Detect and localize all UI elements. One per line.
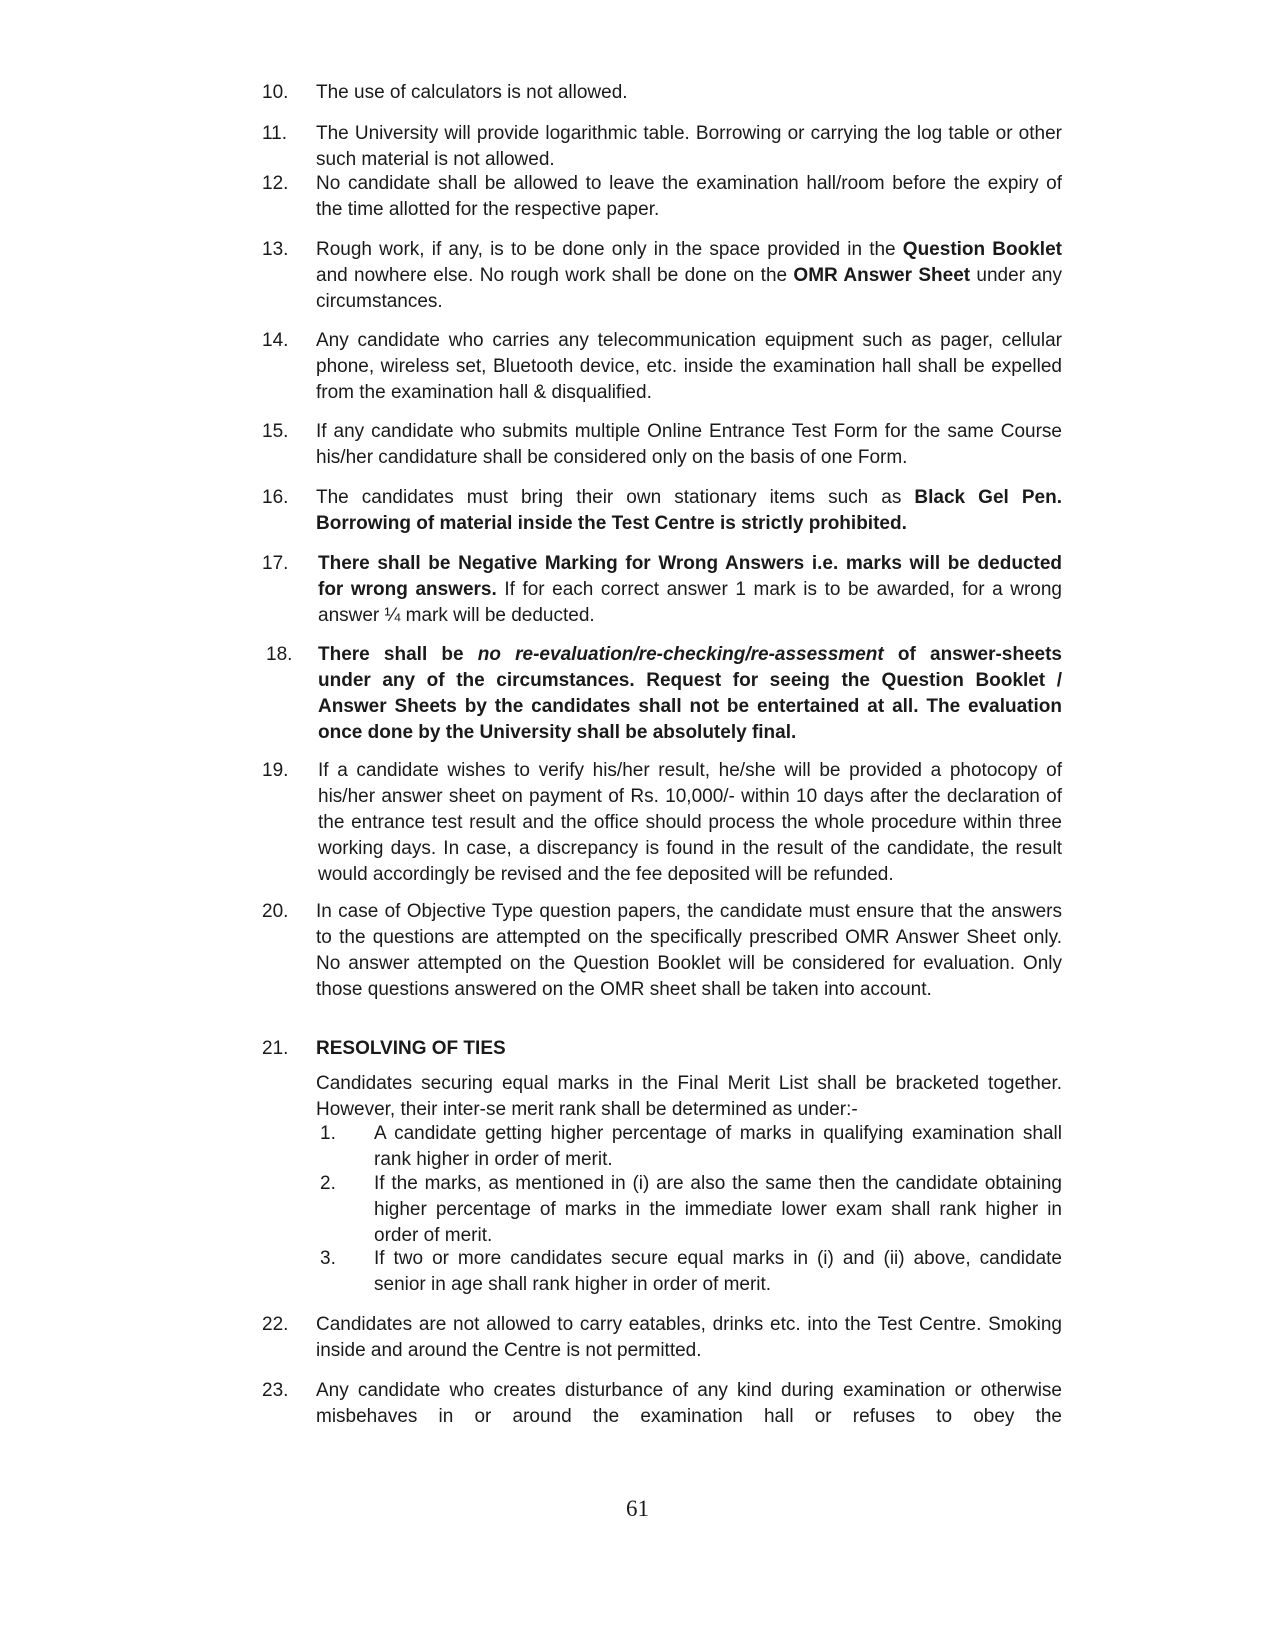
- item-text: The University will provide logarithmic table. Borrowing or carrying the log table or other such material is not allowed.: [316, 123, 1062, 170]
- text-run: and nowhere else. No rough work shall be done on the: [316, 265, 794, 286]
- text-run: If for each correct answer 1 mark is to be awarded, for a wrong answer ¼ mark will be deducted.: [318, 579, 1062, 626]
- bold-run: There shall be Negative Marking for Wrong Answers i.e. marks will be deducted for wrong answers.: [318, 553, 1062, 600]
- bold-run: Black Gel Pen. Borrowing of material inside the Test Centre is strictly prohibited.: [316, 487, 1062, 534]
- item-number: 23.: [262, 1380, 289, 1401]
- item-number: 20.: [262, 901, 289, 922]
- bold-run: of answer-sheets under any of the circumstances. Request for seeing the Question Booklet / Answer Sheets by the candidates shall not be entertained at all. The evaluation once done by the University shall be absolutely final.: [318, 644, 1063, 743]
- page-number: 61: [626, 1496, 649, 1521]
- bold-run: OMR Answer Sheet: [793, 265, 971, 286]
- bold-italic-run: no re-evaluation/re-checking/re-assessment: [477, 644, 884, 665]
- bold-run: Question Booklet: [902, 239, 1062, 260]
- item-text: Any candidate who carries any telecommunication equipment such as pager, cellular phone, wireless set, Bluetooth device, etc. inside the examination hall shall be expelled from the examination hall & disqualified.: [316, 330, 1062, 403]
- item-text: [318, 551, 1062, 629]
- item-number: 19.: [262, 760, 289, 781]
- sub-item-text: If the marks, as mentioned in (i) are also the same then the candidate obtaining higher percentage of marks in the immediate lower exam shall rank higher in order of merit.: [374, 1173, 1062, 1246]
- item-text: The use of calculators is not allowed.: [316, 82, 628, 103]
- item-number: 18.: [266, 644, 293, 665]
- item-number: 13.: [262, 239, 289, 260]
- sub-item-text: A candidate getting higher percentage of marks in qualifying examination shall rank higher in order of merit.: [374, 1123, 1062, 1170]
- sub-item-number: 1.: [320, 1123, 336, 1144]
- item-number: 17.: [262, 553, 289, 574]
- item-text: Candidates are not allowed to carry eatables, drinks etc. into the Test Centre. Smoking inside and around the Centre is not permitted.: [316, 1314, 1062, 1361]
- text-run: under any circumstances.: [316, 265, 1062, 312]
- item-text: Any candidate who creates disturbance of any kind during examination or otherwise misbehaves in or around the examination hall or refuses to obey the: [316, 1380, 1062, 1427]
- bold-run: There shall be: [318, 644, 478, 665]
- sub-item-number: 2.: [320, 1173, 336, 1194]
- item-number: 10.: [262, 82, 289, 103]
- item-text: [318, 642, 1062, 746]
- item-number: 21.: [262, 1038, 289, 1059]
- item-text: [316, 237, 1062, 315]
- sub-item-text: If two or more candidates secure equal marks in (i) and (ii) above, candidate senior in age shall rank higher in order of merit.: [374, 1248, 1062, 1295]
- item-text: In case of Objective Type question papers, the candidate must ensure that the answers to the questions are attempted on the specifically prescribed OMR Answer Sheet only. No answer attempted on the Question Booklet will be considered for evaluation. Only those questions answered on the OMR sheet shall be taken into account.: [316, 901, 1062, 1000]
- item-text: If any candidate who submits multiple Online Entrance Test Form for the same Course his/her candidature shall be considered only on the basis of one Form.: [316, 421, 1062, 468]
- section-heading: RESOLVING OF TIES: [316, 1038, 506, 1059]
- item-text: If a candidate wishes to verify his/her result, he/she will be provided a photocopy of his/her answer sheet on payment of Rs. 10,000/- within 10 days after the declaration of the entrance test result and the office should process the whole procedure within three working days. In case, a discrepancy is found in the result of the candidate, the result would accordingly be revised and the fee deposited will be refunded.: [318, 760, 1062, 885]
- item-number: 11.: [262, 123, 288, 144]
- item-number: 22.: [262, 1314, 289, 1335]
- item-number: 16.: [262, 487, 289, 508]
- text-run: The candidates must bring their own stationary items such as: [316, 487, 915, 508]
- item-number: 12.: [262, 173, 289, 194]
- text-run: Rough work, if any, is to be done only in the space provided in the: [316, 239, 903, 260]
- item-number: 14.: [262, 330, 289, 351]
- item-text: [316, 485, 1062, 537]
- item-text: No candidate shall be allowed to leave the examination hall/room before the expiry of the time allotted for the respective paper.: [316, 173, 1062, 220]
- ties-paragraph: Candidates securing equal marks in the Final Merit List shall be bracketed together. However, their inter-se merit rank shall be determined as under:-: [316, 1073, 1062, 1120]
- item-number: 15.: [262, 421, 289, 442]
- sub-item-number: 3.: [320, 1248, 336, 1269]
